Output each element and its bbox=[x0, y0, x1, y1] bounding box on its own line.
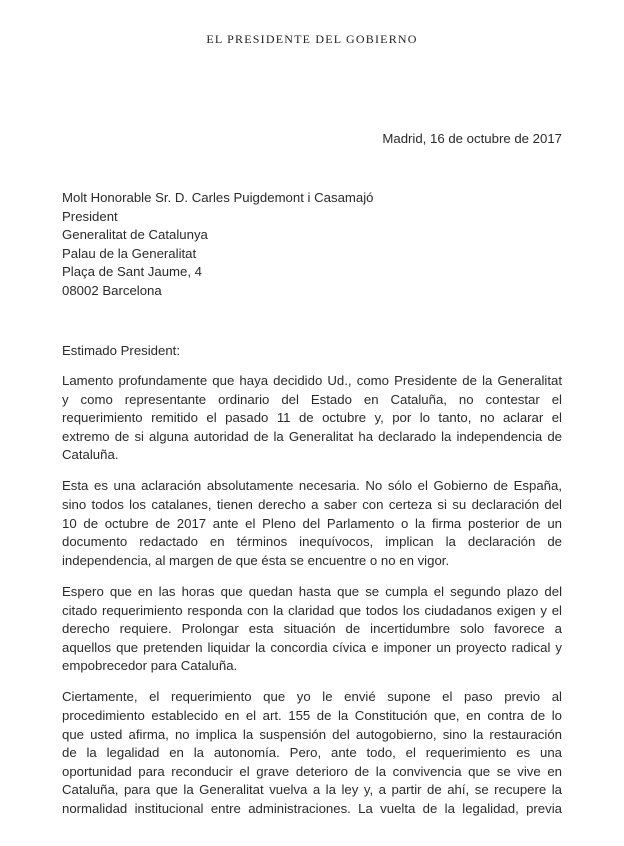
paragraph bbox=[62, 372, 562, 465]
text-line: Cataluña. bbox=[62, 447, 119, 463]
greeting: Estimado President: bbox=[62, 343, 181, 358]
letterhead: EL PRESIDENTE DEL GOBIERNO bbox=[206, 32, 418, 46]
letter-body bbox=[62, 372, 562, 831]
text-line: derecho requiere. Prolongar esta situación de incertidumbre solo favorece a bbox=[62, 621, 562, 637]
text-line: y como representante ordinario del Estado en Cataluña, no contestar el bbox=[62, 391, 562, 407]
text-line: Lamento profundamente que haya decidido Ud., como Presidente de la Generalitat bbox=[62, 373, 562, 388]
text-line: oportunidad para reconducir el grave deterioro de la convivencia que se vive en bbox=[62, 763, 562, 779]
recipient-line: Generalitat de Catalunya bbox=[62, 227, 208, 243]
text-line: sino todos los catalanes, tienen derecho a saber con certeza si su declaración del bbox=[62, 497, 562, 513]
text-line: independencia, al margen de que ésta se encuentre o no en vigor. bbox=[62, 552, 450, 568]
paragraph bbox=[62, 477, 562, 570]
text-line: Esta es una aclaración absolutamente necesaria. No sólo el Gobierno de España, bbox=[62, 478, 562, 494]
recipient-line: Palau de la Generalitat bbox=[62, 245, 197, 261]
text-line: empobrecedor para Cataluña. bbox=[62, 658, 238, 674]
text-line: 10 de octubre de 2017 ante el Pleno del Parlamento o la firma posterior de un bbox=[62, 515, 562, 531]
text-line: que usted afirma, no implica la suspensión del autogobierno, sino la restauración bbox=[62, 726, 562, 742]
text-line: Ciertamente, el requerimiento que yo le envié supone el paso previo al bbox=[62, 689, 562, 705]
text-line: aquellos que pretenden liquidar la concordia cívica e imponer un proyecto radical y bbox=[62, 639, 562, 655]
paragraph bbox=[62, 688, 562, 818]
text-line: Cataluña, para que la Generalitat vuelva a la ley y, a partir de ahí, se recupere la bbox=[62, 782, 562, 798]
text-line: normalidad institucional entre administraciones. La vuelta de la legalidad, previa bbox=[62, 800, 562, 816]
recipient-line: President bbox=[62, 208, 118, 224]
text-line: de la legalidad en la autonomía. Pero, ante todo, el requerimiento es una bbox=[62, 745, 562, 761]
recipient-line: Molt Honorable Sr. D. Carles Puigdemont i Casamajó bbox=[62, 190, 374, 205]
text-line: Espero que en las horas que quedan hasta que se cumpla el segundo plazo del bbox=[62, 583, 562, 599]
paragraph bbox=[62, 583, 562, 676]
recipient-line: 08002 Barcelona bbox=[62, 282, 162, 298]
recipient-address bbox=[62, 189, 374, 301]
text-line: documento redactado en términos inequívocos, implican la declaración de bbox=[62, 534, 562, 550]
text-line: requerimiento remitido el pasado 11 de octubre y, por lo tanto, no aclarar el bbox=[62, 410, 562, 426]
text-line: citado requerimiento responda con la claridad que todos los ciudadanos exigen y el bbox=[62, 602, 562, 618]
letter-date: Madrid, 16 de octubre de 2017 bbox=[382, 131, 562, 146]
recipient-line: Plaça de Sant Jaume, 4 bbox=[62, 264, 203, 280]
text-line: extremo de si alguna autoridad de la Generalitat ha declarado la independencia de bbox=[62, 428, 562, 444]
text-line: procedimiento establecido en el art. 155 de la Constitución que, en contra de lo bbox=[62, 708, 562, 723]
